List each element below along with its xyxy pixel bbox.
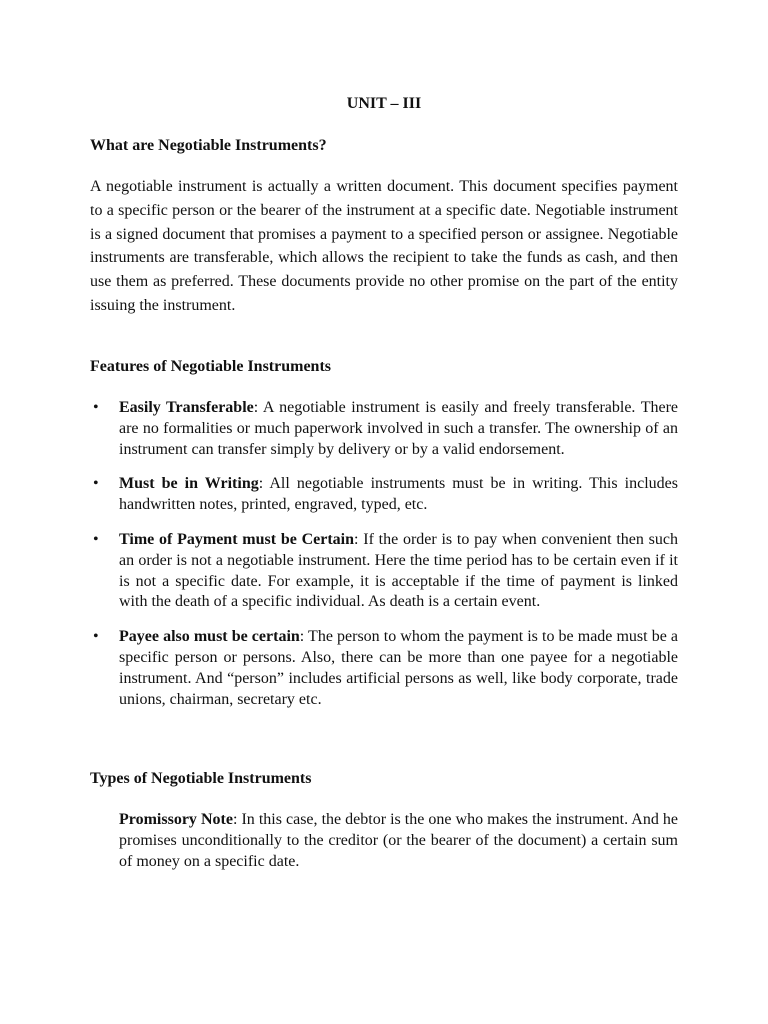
feature-text: : The person to whom the payment is to be made must be a specific person or persons. Also, there can be more than one payee for a negotiable instrument. And “person” includes artificial persons as well, like body corporate, trade unions, chairman, secretary etc.: [119, 628, 679, 708]
feature-term: Time of Payment must be Certain: [119, 530, 355, 548]
feature-term: Must be in Writing: [119, 475, 259, 493]
bullet-icon: •: [93, 399, 99, 416]
section-heading-what-are: What are Negotiable Instruments?: [90, 137, 327, 154]
list-item: [90, 627, 678, 710]
bullet-icon: •: [93, 628, 99, 646]
list-item: [90, 398, 678, 460]
section-heading-types: Types of Negotiable Instruments: [90, 770, 312, 787]
feature-text: : A negotiable instrument is easily and freely transferable. There are no formalities or much paperwork involved in such a transfer. The ownership of an instrument can transfer simply by delivery or by a valid endorsement.: [119, 399, 679, 458]
section-heading-features: Features of Negotiable Instruments: [90, 358, 332, 375]
bullet-icon: •: [93, 475, 99, 493]
list-item: [90, 530, 678, 613]
unit-title: UNIT – III: [346, 95, 422, 112]
feature-term: Payee also must be certain: [119, 628, 300, 646]
features-list: [90, 398, 678, 724]
feature-term: Easily Transferable: [119, 399, 254, 416]
promissory-note-term: Promissory Note: [119, 811, 233, 828]
feature-text: : If the order is to pay when convenient then such an order is not a negotiable instrument. Here the time period has to be certain even if it is not a specific date. For example, it is acceptable if the time of payment is linked with the death of a specific individual. As death is a certain event.: [119, 530, 678, 611]
bullet-icon: •: [93, 530, 99, 548]
list-item: [90, 474, 678, 516]
intro-paragraph: A negotiable instrument is actually a written document. This document specifies payment to a specific person or the bearer of the instrument at a specific date. Negotiable instrument is a signed document that promises a payment to a specified person or assignee. Negotiable instruments are transferable, which allows the recipient to take the funds as cash, and then use them as preferred. These documents provide no other promise on the part of the entity issuing the instrument.: [90, 178, 678, 314]
promissory-note-text: : In this case, the debtor is the one who makes the instrument. And he promises unconditionally to the creditor (or the bearer of the document) a certain sum of money on a specific date.: [119, 811, 678, 870]
feature-text: : All negotiable instruments must be in writing. This includes handwritten notes, printed, engraved, typed, etc.: [119, 475, 678, 514]
promissory-note-paragraph: [119, 810, 678, 872]
